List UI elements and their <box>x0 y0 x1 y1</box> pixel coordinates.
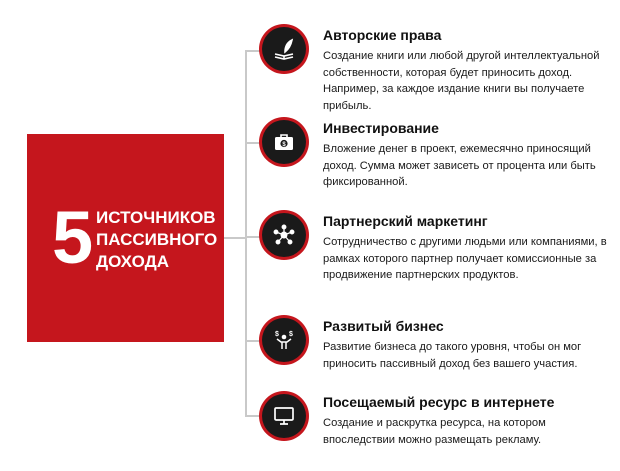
hero-line: ИСТОЧНИКОВ <box>96 208 216 227</box>
briefcase-dollar-icon <box>262 120 306 164</box>
hero-line: ПАССИВНОГО <box>96 230 218 249</box>
item-description: Сотрудничество с другими людьми или компаниями, в рамках которого партнер получает комиссионные за продвижение партнерских продуктов. <box>323 236 607 281</box>
hero-line: ДОХОДА <box>96 252 169 271</box>
connector-vertical <box>245 50 247 416</box>
item-title: Инвестирование <box>323 120 439 136</box>
item-title: Посещаемый ресурс в интернете <box>323 394 555 410</box>
hero-number: 5 <box>52 196 94 279</box>
connector-horizontal <box>224 237 246 239</box>
item-title: Развитый бизнес <box>323 318 444 334</box>
item-title: Партнерский маркетинг <box>323 213 488 229</box>
monitor-icon <box>262 394 306 438</box>
item-description: Вложение денег в проект, ежемесячно приносящий доход. Сумма может зависеть от процента или быть фиксированной. <box>323 143 596 188</box>
connector-branch <box>245 340 262 342</box>
svg-text:$: $ <box>282 142 286 148</box>
connector-branch <box>245 50 262 52</box>
item-description: Развитие бизнеса до такого уровня, чтобы он мог приносить пассивный доход без вашего участия. <box>323 341 582 370</box>
svg-text:$: $ <box>275 331 279 338</box>
hero-headline <box>96 207 217 273</box>
item-description: Создание и раскрутка ресурса, на котором впоследствии можно размещать рекламу. <box>323 417 546 446</box>
connector-branch <box>245 142 262 144</box>
book-quill-icon <box>262 27 306 71</box>
network-icon <box>262 213 306 257</box>
person-money-icon <box>262 318 306 362</box>
connector-branch <box>245 415 262 417</box>
item-title: Авторские права <box>323 27 442 43</box>
connector-branch <box>245 236 262 238</box>
item-description: Создание книги или любой другой интеллектуальной собственности, которая будет приносить доход. Например, за каждое издание книги вы получаете прибыль. <box>323 50 600 112</box>
svg-text:$: $ <box>289 331 293 338</box>
